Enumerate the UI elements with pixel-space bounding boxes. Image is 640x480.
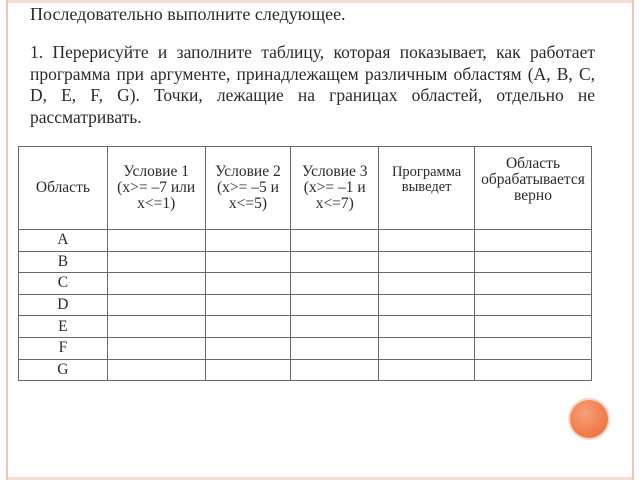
cell-condition-1 — [107, 294, 205, 316]
table-row — [19, 273, 592, 295]
slide-heading: Последовательно выполните следующее. — [30, 4, 346, 24]
header-program-output-line1: Программа — [391, 164, 462, 180]
header-condition-2 — [205, 147, 291, 230]
header-handled-correctly-line3: верно — [514, 187, 552, 204]
cell-program-output — [379, 337, 475, 359]
area-label-d: D — [19, 294, 108, 316]
area-label-g: G — [19, 359, 108, 381]
header-area — [19, 147, 108, 230]
area-label-e: E — [19, 316, 108, 338]
cell-condition-1 — [107, 316, 205, 338]
cell-condition-1 — [107, 337, 205, 359]
slide-frame-right — [632, 0, 634, 480]
cell-program-output — [379, 294, 475, 316]
cell-program-output — [379, 251, 475, 273]
table-header-row — [19, 147, 592, 230]
table-row — [19, 337, 592, 359]
header-condition-3 — [291, 147, 379, 230]
header-condition-1-expr-line1: (x>= –7 или — [117, 179, 196, 196]
cell-condition-3 — [291, 230, 379, 252]
cell-condition-2 — [205, 294, 291, 316]
header-handled-correctly-line2: обрабатывается — [481, 171, 585, 188]
cell-handled-correctly — [475, 251, 592, 273]
task-table — [18, 146, 592, 381]
area-label-b: B — [19, 251, 108, 273]
cell-program-output — [379, 316, 475, 338]
header-program-output-line2: выведет — [401, 179, 452, 195]
header-condition-3-title: Условие 3 — [301, 163, 368, 180]
table-row — [19, 359, 592, 381]
cell-program-output — [379, 359, 475, 381]
header-condition-1-expr-line2: x<=1) — [137, 195, 176, 212]
cell-condition-2 — [205, 337, 291, 359]
cell-condition-1 — [107, 359, 205, 381]
cell-condition-3 — [291, 316, 379, 338]
cell-condition-1 — [107, 251, 205, 273]
cell-condition-3 — [291, 251, 379, 273]
cell-condition-3 — [291, 294, 379, 316]
slide-frame-left — [6, 0, 8, 480]
cell-handled-correctly — [475, 316, 592, 338]
header-condition-1-title: Условие 1 — [123, 163, 189, 180]
cell-handled-correctly — [475, 337, 592, 359]
cell-handled-correctly — [475, 273, 592, 295]
slide-top-band — [8, 0, 632, 3]
cell-condition-1 — [107, 273, 205, 295]
cell-handled-correctly — [475, 294, 592, 316]
cell-program-output — [379, 273, 475, 295]
header-condition-2-expr-line1: (x>= –5 и — [216, 179, 279, 196]
header-handled-correctly — [475, 147, 592, 230]
header-condition-2-expr-line2: x<=5) — [228, 195, 268, 212]
table-row — [19, 230, 592, 252]
area-label-a: A — [19, 230, 108, 252]
area-label-f: F — [19, 337, 108, 359]
task-instruction: 1. Перерисуйте и заполните таблицу, которая показывает, как работает программа при аргументе, принадлежащем различным областям (A, B, C, D, E, F, G). Точки, лежащие на границах областей, отдельно не рассматривать. — [30, 42, 595, 127]
table-row — [19, 294, 592, 316]
table-row — [19, 316, 592, 338]
cell-handled-correctly — [475, 359, 592, 381]
cell-condition-1 — [107, 230, 205, 252]
header-program-output — [379, 147, 475, 230]
header-condition-1 — [107, 147, 205, 230]
header-area-text: Область — [35, 179, 90, 196]
header-condition-2-title: Условие 2 — [215, 163, 281, 180]
table-row — [19, 251, 592, 273]
header-condition-3-expr-line2: x<=7) — [315, 195, 354, 212]
cell-condition-2 — [205, 230, 291, 252]
cell-condition-2 — [205, 359, 291, 381]
cell-condition-2 — [205, 273, 291, 295]
cell-condition-2 — [205, 316, 291, 338]
cell-handled-correctly — [475, 230, 592, 252]
cell-condition-3 — [291, 273, 379, 295]
cell-condition-2 — [205, 251, 291, 273]
header-condition-3-expr-line1: (x>= –1 и — [303, 179, 366, 196]
accent-circle-decoration — [570, 400, 608, 438]
cell-condition-3 — [291, 359, 379, 381]
area-label-c: C — [19, 273, 108, 295]
cell-program-output — [379, 230, 475, 252]
cell-condition-3 — [291, 337, 379, 359]
header-handled-correctly-line1: Область — [505, 155, 561, 172]
